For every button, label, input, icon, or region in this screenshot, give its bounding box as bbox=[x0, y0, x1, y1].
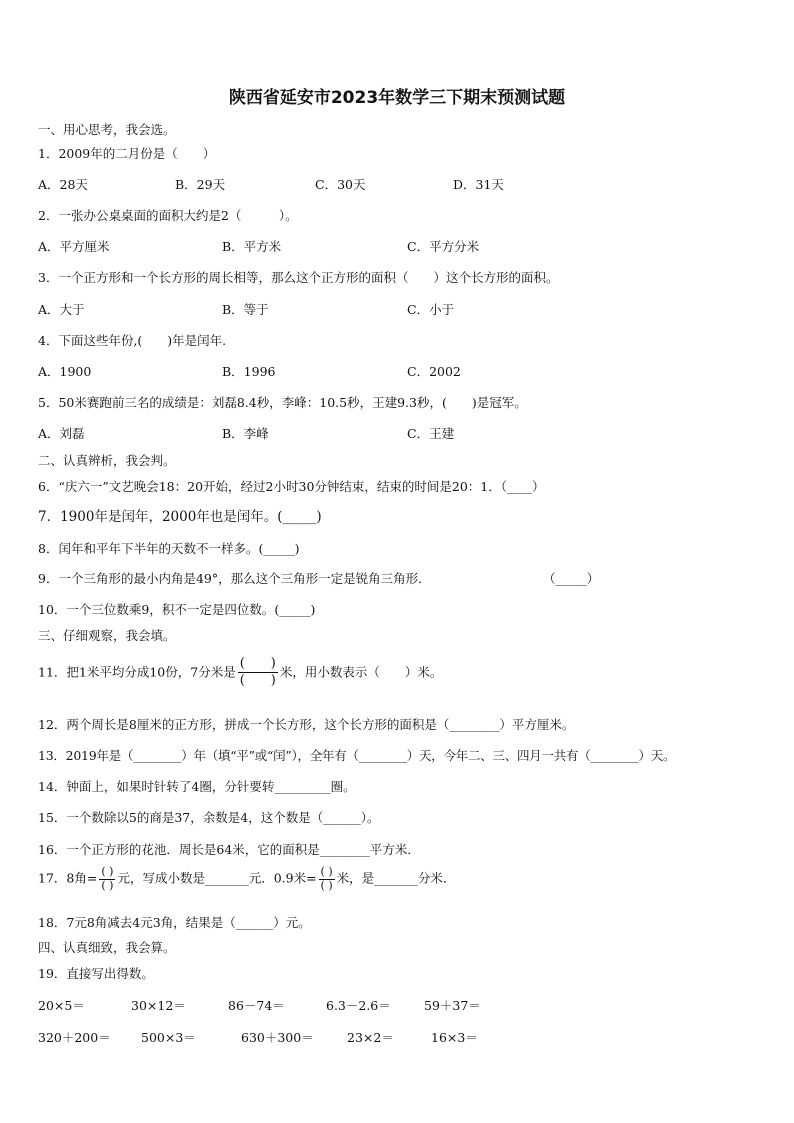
question-3-option-a: A．大于 bbox=[38, 302, 85, 317]
section-heading-2: 二、认真辨析，我会判。 bbox=[38, 453, 176, 468]
section-heading-3: 三、仔细观察，我会填。 bbox=[38, 628, 176, 643]
question-2-option-b: B．平方米 bbox=[222, 239, 282, 254]
arithmetic-item: 500×3＝ bbox=[141, 1030, 196, 1045]
question-7: 7．1900年是闰年，2000年也是闰年。(_____) bbox=[38, 509, 322, 525]
question-11 bbox=[38, 656, 442, 690]
question-16: 16．一个正方形的花池．周长是64米，它的面积是________平方米． bbox=[38, 842, 420, 857]
arithmetic-row-1 bbox=[0, 1000, 794, 1014]
question-11-text-before: 11．把1米平均分成10份，7分米是 bbox=[38, 664, 236, 680]
arithmetic-row-2 bbox=[0, 1032, 794, 1046]
arithmetic-item: 23×2＝ bbox=[347, 1030, 394, 1045]
question-2-option-c: C．平方分米 bbox=[407, 239, 480, 254]
arithmetic-item: 630＋300＝ bbox=[241, 1030, 314, 1045]
question-2-option-a: A．平方厘米 bbox=[38, 239, 110, 254]
question-5-option-a: A．刘磊 bbox=[38, 426, 85, 441]
page-title: 陕西省延安市2023年数学三下期末预测试题 bbox=[228, 88, 566, 108]
fraction-numerator: ( ) bbox=[101, 865, 114, 878]
question-4-stem: 4．下面这些年份,( )年是闰年. bbox=[38, 333, 227, 348]
arithmetic-item: 6.3－2.6＝ bbox=[326, 998, 391, 1013]
arithmetic-item: 16×3＝ bbox=[431, 1030, 478, 1045]
fraction-numerator: ( ) bbox=[239, 656, 276, 671]
question-18: 18．7元8角减去4元3角，结果是（______）元。 bbox=[38, 915, 311, 930]
question-17-part-3: 米，是_______分米． bbox=[336, 870, 456, 886]
fraction-numerator: ( ) bbox=[320, 865, 333, 878]
arithmetic-item: 30×12＝ bbox=[131, 998, 186, 1013]
arithmetic-item: 20×5＝ bbox=[38, 998, 85, 1013]
fraction-denominator: ( ) bbox=[320, 878, 333, 892]
fraction-denominator: ( ) bbox=[239, 673, 276, 689]
arithmetic-item: 59＋37＝ bbox=[424, 998, 481, 1013]
question-1-option-a: A．28天 bbox=[38, 177, 88, 192]
question-4-option-a: A．1900 bbox=[38, 364, 92, 379]
question-12: 12．两个周长是8厘米的正方形，拼成一个长方形，这个长方形的面积是（________）平方厘米。 bbox=[38, 717, 575, 732]
question-4-option-c: C．2002 bbox=[407, 364, 461, 379]
question-13: 13．2019年是（________）年（填“平”或“闰”），全年有（________）天，今年二、三、四月一共有（________）天。 bbox=[38, 748, 676, 763]
question-10: 10．一个三位数乘9，积不一定是四位数。(_____) bbox=[38, 602, 316, 617]
question-5-stem: 5．50米赛跑前三名的成绩是：刘磊8.4秒，李峰：10.5秒，王建9.3秒，( )是冠军。 bbox=[38, 395, 527, 410]
question-1-stem: 1．2009年的二月份是（ ） bbox=[38, 146, 216, 161]
question-19-stem: 19．直接写出得数。 bbox=[38, 966, 154, 981]
section-heading-4: 四、认真细致，我会算。 bbox=[38, 940, 176, 955]
question-6: 6．“庆六一”文艺晚会18：20开始，经过2小时30分钟结束，结束的时间是20：1．（____） bbox=[38, 479, 545, 494]
question-11-fraction bbox=[238, 656, 278, 690]
question-1-option-b: B．29天 bbox=[175, 177, 226, 192]
question-9: 9．一个三角形的最小内角是49°，那么这个三角形一定是锐角三角形． bbox=[38, 571, 431, 586]
question-17-part-2: 元，写成小数是_______元．0.9米= bbox=[117, 870, 317, 886]
fraction-denominator: ( ) bbox=[101, 878, 114, 892]
question-1-option-d: D．31天 bbox=[453, 177, 504, 192]
question-15: 15．一个数除以5的商是37，余数是4，这个数是（______）。 bbox=[38, 810, 380, 825]
question-17 bbox=[38, 866, 455, 892]
question-1-option-c: C．30天 bbox=[315, 177, 366, 192]
question-3-option-b: B．等于 bbox=[222, 302, 269, 317]
question-9-blank: （_____） bbox=[543, 571, 600, 586]
question-5-option-c: C．王建 bbox=[407, 426, 455, 441]
question-17-part-1: 17．8角= bbox=[38, 870, 98, 886]
question-8: 8．闰年和平年下半年的天数不一样多。(_____) bbox=[38, 541, 300, 556]
section-heading-1: 一、用心思考，我会选。 bbox=[38, 122, 176, 137]
question-5-option-b: B．李峰 bbox=[222, 426, 269, 441]
arithmetic-item: 320＋200＝ bbox=[38, 1030, 111, 1045]
question-17-fraction-1 bbox=[99, 866, 115, 892]
question-3-stem: 3．一个正方形和一个长方形的周长相等，那么这个正方形的面积（ ）这个长方形的面积。 bbox=[38, 270, 559, 285]
question-4-option-b: B．1996 bbox=[222, 364, 276, 379]
question-2-stem: 2．一张办公桌桌面的面积大约是2（ ）。 bbox=[38, 208, 298, 223]
question-17-fraction-2 bbox=[319, 866, 335, 892]
arithmetic-item: 86－74＝ bbox=[228, 998, 285, 1013]
question-14: 14．钟面上，如果时针转了4圈，分针要转_________圈。 bbox=[38, 779, 356, 794]
question-3-option-c: C．小于 bbox=[407, 302, 455, 317]
question-11-text-after: 米，用小数表示（ ）米。 bbox=[279, 664, 443, 680]
